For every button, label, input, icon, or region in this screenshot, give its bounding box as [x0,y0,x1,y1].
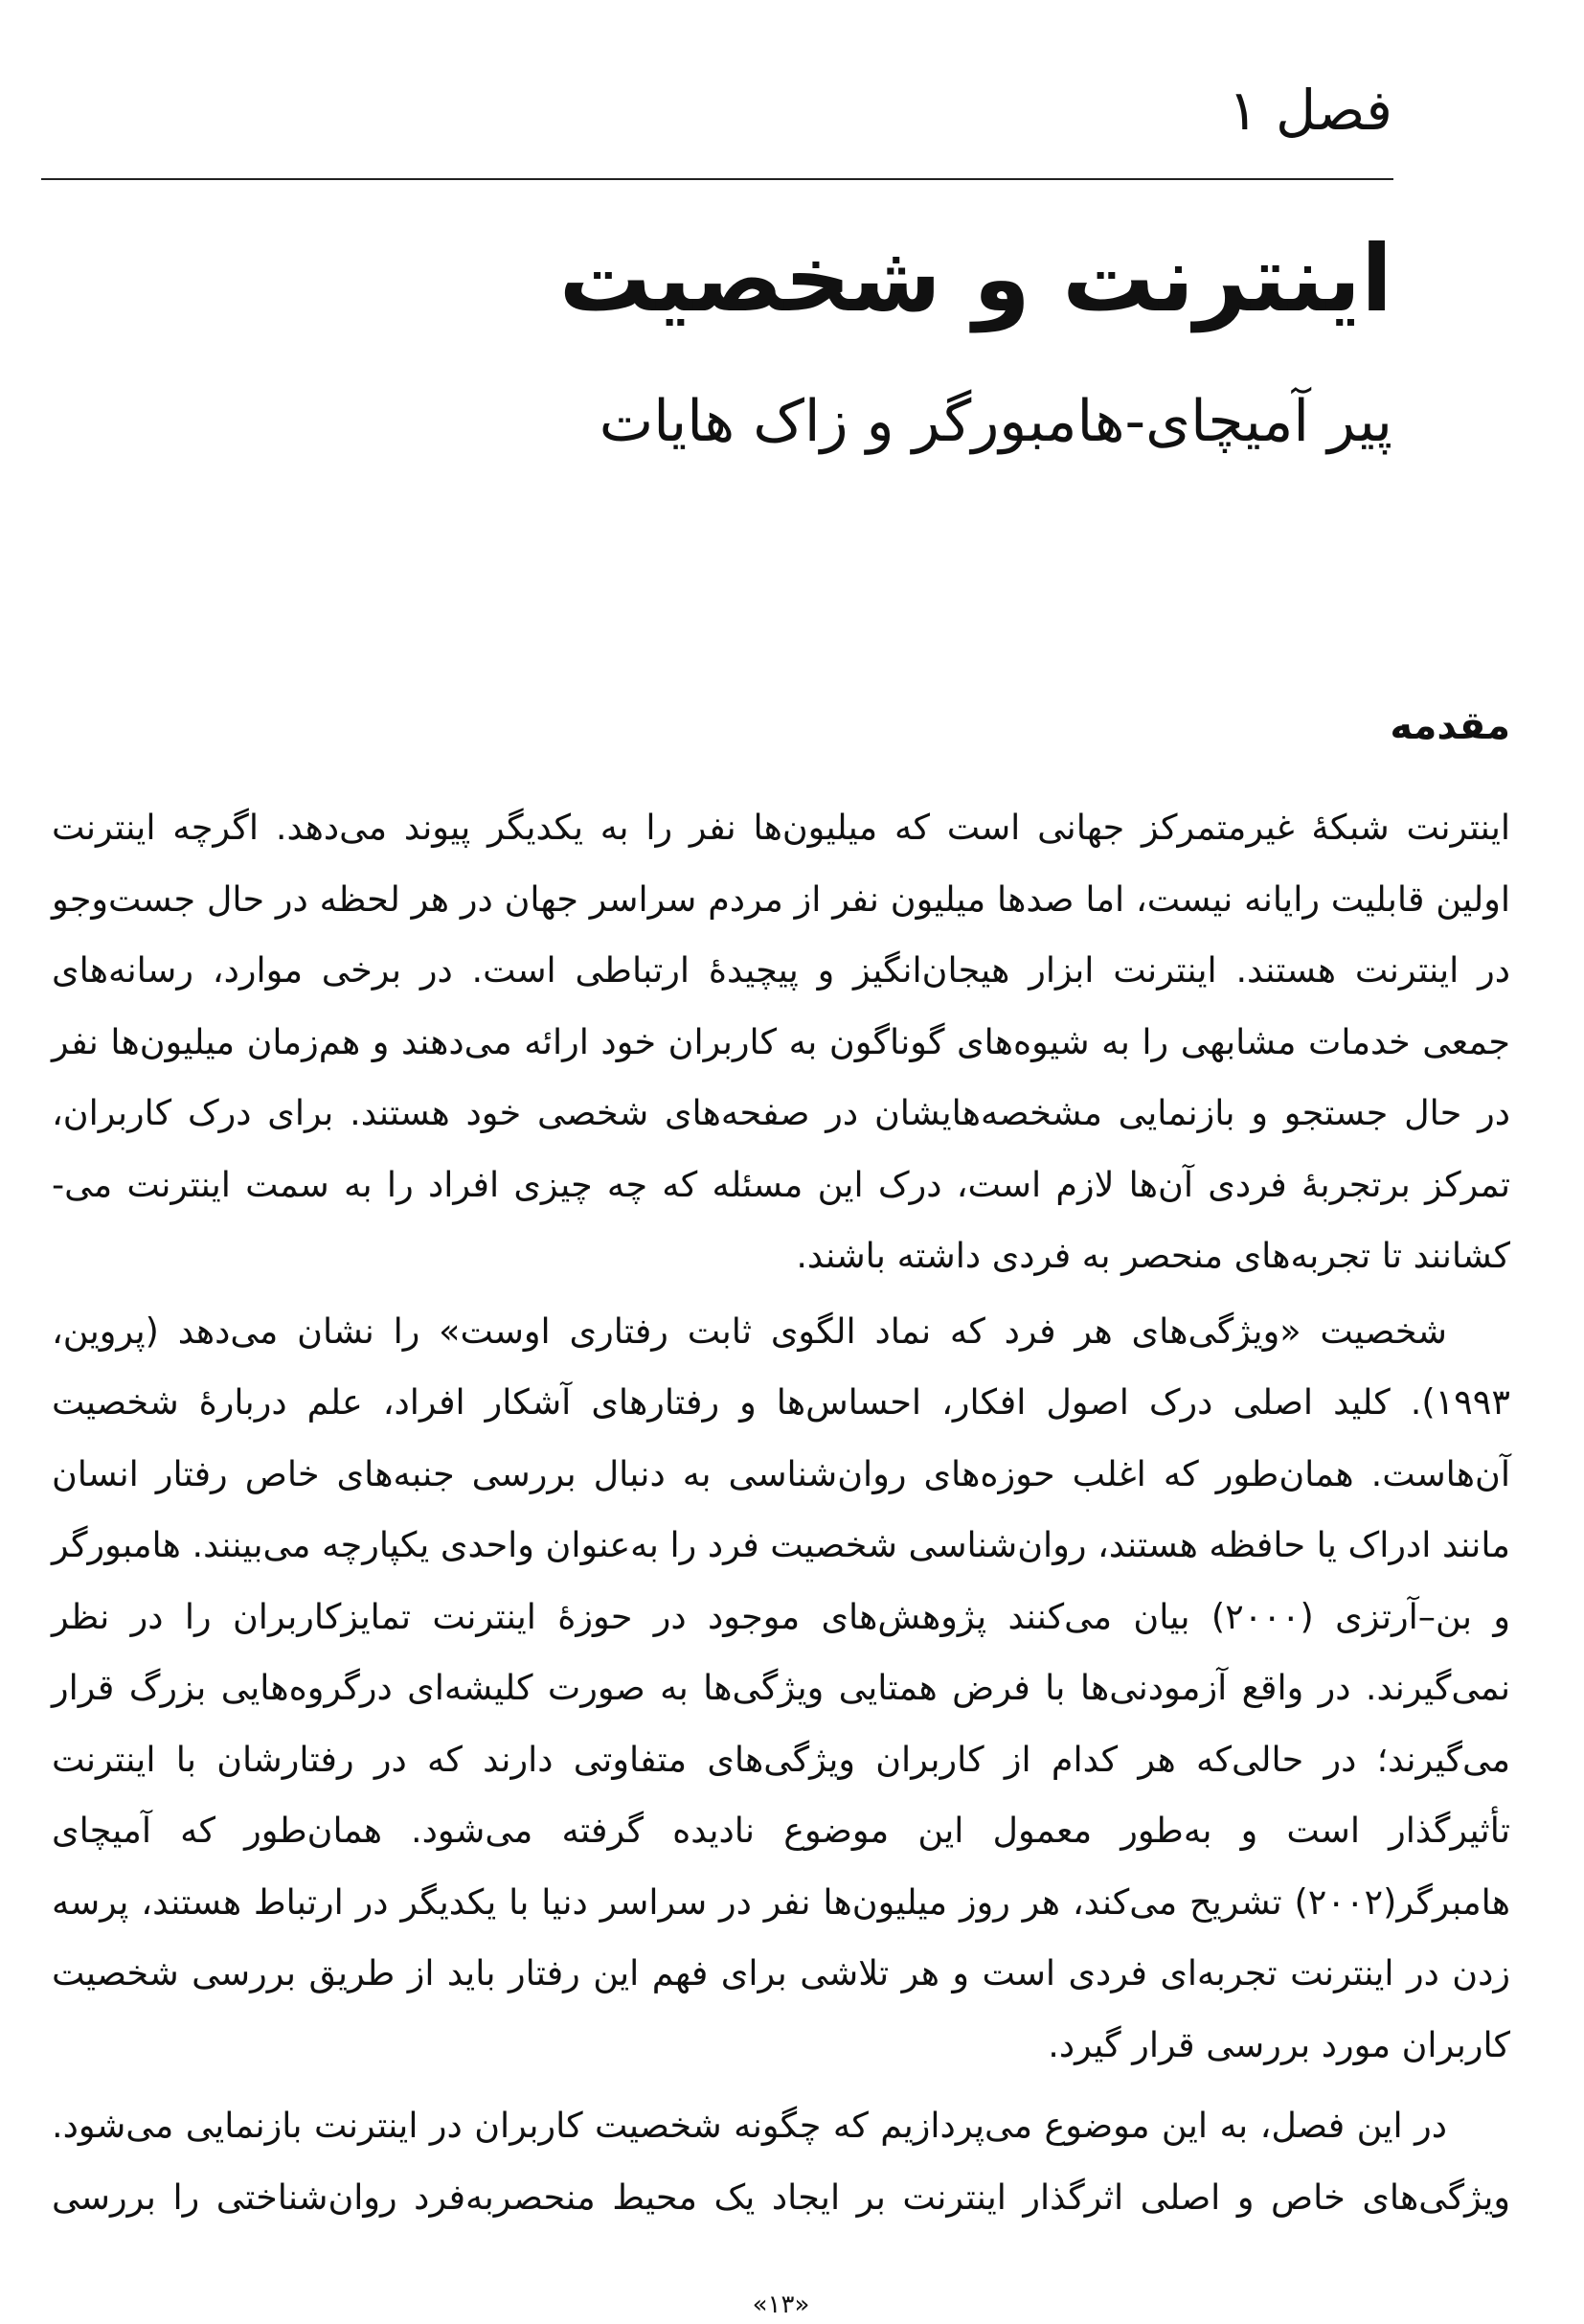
chapter-rule [41,178,1393,180]
body-line: اینترنت شبکهٔ غیرمتمرکز جهانی است که میلیون‌ها نفر را به یکدیگر پیوند می‌دهد. اگرچه اینترنت [52,807,1510,848]
paragraph [52,1296,1510,2082]
body-line: ویژگی‌های خاص و اصلی اثرگذار اینترنت بر ایجاد یک محیط منحصربه‌فرد روان‌شناختی را بررسی [52,2176,1510,2218]
body-line: در حال جستجو و بازنمایی مشخصه‌هایشان در صفحه‌های شخصی خود هستند. برای درک کاربران، [52,1092,1510,1133]
page-number: «۱۳» [752,2290,810,2319]
body-line: در اینترنت هستند. اینترنت ابزار هیجان‌انگیز و پیچیدهٔ ارتباطی است. در برخی موارد، رسانه‌های [52,949,1510,991]
body-line: تمرکز برتجربهٔ فردی آن‌ها لازم است، درک این مسئله که چه چیزی افراد را به سمت اینترنت می- [52,1163,1510,1205]
body-line: آن‌هاست. همان‌طور که اغلب حوزه‌های روان‌شناسی به دنبال بررسی جنبه‌های خاص رفتار انسان [52,1452,1510,1494]
body-line: مانند ادراک یا حافظه هستند، روان‌شناسی شخصیت فرد را به‌عنوان واحدی یکپارچه می‌بینند. هامبورگر [51,1524,1510,1565]
body-line: کشانند تا تجربه‌های منحصر به فردی داشته باشند. [796,1235,1510,1276]
chapter-authors: پیر آمیچای-هامبورگر و زاک هایات [599,388,1392,455]
paragraph [52,792,1510,1292]
body-line: ۱۹۹۳). کلید اصلی درک اصول افکار، احساس‌ها و رفتارهای آشکار افراد، علم دربارهٔ شخصیت [52,1381,1510,1423]
body-text [52,792,1510,2233]
section-heading: مقدمه [1390,704,1510,748]
body-line: جمعی خدمات مشابهی را به شیوه‌های گوناگون به کاربران خود ارائه می‌دهند و هم‌زمان میلیون‌ها نفر [52,1020,1510,1062]
body-line: هامبرگر(۲۰۰۲) تشریح می‌کند، هر روز میلیون‌ها نفر در سراسر دنیا با یکدیگر در ارتباط هستند، پرسه [52,1880,1510,1923]
body-line: در این فصل، به این موضوع می‌پردازیم که چگونه شخصیت کاربران در اینترنت بازنمایی می‌شود. [52,2105,1447,2146]
body-line: و بن–آرتزی (۲۰۰۰) بیان می‌کنند پژوهش‌های موجود در حوزهٔ اینترنت تمایزکاربران را در نظر [52,1595,1510,1637]
chapter-title: اینترنت و شخصیت [558,225,1392,332]
body-line: می‌گیرند؛ در حالی‌که هر کدام از کاربران ویژگی‌های متفاوتی دارند که در رفتارشان با اینترنت [52,1738,1510,1780]
body-line: نمی‌گیرند. در واقع آزمودنی‌ها با فرض همتایی ویژگی‌ها به صورت کلیشه‌ای درگروه‌هایی بزرگ قرار [52,1667,1510,1708]
body-line: کاربران مورد بررسی قرار گیرد. [1048,2023,1510,2065]
paragraph [52,2090,1510,2233]
chapter-label: فصل ۱ [1228,78,1392,143]
body-line: تأثیرگذار است و به‌طور معمول این موضوع نادیده گرفته می‌شود. همان‌طور که آمیچای [52,1810,1510,1851]
body-line: اولین قابلیت رایانه نیست، اما صدها میلیون نفر از مردم سراسر جهان در هر لحظه در حال جست‌وجو [52,877,1510,920]
body-line: شخصیت «ویژگی‌های هر فرد که نماد الگوی ثابت رفتاری اوست» را نشان می‌دهد (پروین، [52,1310,1447,1352]
body-line: زدن در اینترنت تجربه‌ای فردی است و هر تلاشی برای فهم این رفتار باید از طریق بررسی شخصیت [52,1952,1510,1994]
